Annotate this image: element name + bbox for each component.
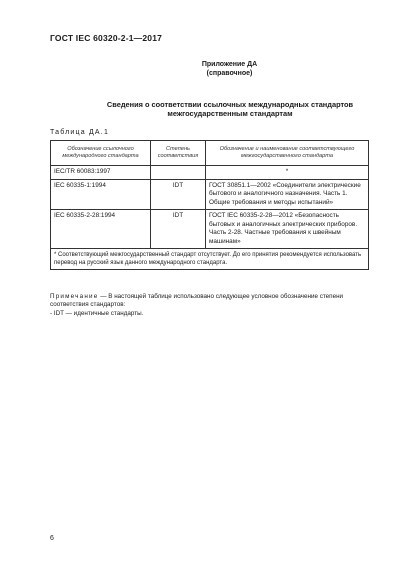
cell-national-standard: *: [206, 166, 369, 180]
section-title: [40, 100, 414, 118]
cell-national-standard: ГОСТ 30851.1—2002 «Соединители электрические бытового и аналогичного назначения. Часть 1. Общие требования и методы испытаний»: [206, 179, 369, 210]
header-national-standard: Обозначение и наименование соответствующего межгосударственного стандарта: [206, 141, 369, 166]
document-id: ГОСТ IEC 60320-2-1—2017: [50, 33, 163, 43]
header-degree: Степень соответствия: [151, 141, 206, 166]
table-footnote-row: [51, 249, 369, 270]
annex-title: Приложение ДА: [201, 61, 258, 68]
section-title-line-1: Сведения о соответствии ссылочных международных стандартов: [106, 100, 354, 109]
table-caption: Таблица ДА.1: [50, 129, 110, 136]
table-row: [51, 210, 369, 249]
table-footnote: * Соответствующий межгосударственный стандарт отсутствует. До его принятия рекомендуется использовать перевод на русский язык данного международного стандарта.: [51, 249, 369, 270]
table-row: [51, 179, 369, 210]
correspondence-table: [50, 140, 369, 270]
cell-reference-standard: IEC/TR 60083:1997: [51, 166, 151, 180]
annex-heading: [0, 60, 414, 78]
header-reference-standard: Обозначение ссылочного международного стандарта: [51, 141, 151, 166]
cell-reference-standard: IEC 60335-1:1994: [51, 179, 151, 210]
table-row: [51, 166, 369, 180]
cell-degree: IDT: [151, 210, 206, 249]
cell-national-standard: ГОСТ IEC 60335-2-28—2012 «Безопасность бытовых и аналогичных электрических приборов. Часть 2-28. Частные требования к швейным машинам»: [206, 210, 369, 249]
note-line: [50, 293, 368, 310]
cell-degree: [151, 166, 206, 180]
cell-reference-standard: IEC 60335-2-28:1994: [51, 210, 151, 249]
section-title-line-2: межгосударственным стандартам: [167, 109, 293, 118]
table-note: [50, 293, 368, 318]
table-header-row: [51, 141, 369, 166]
note-label: Примечание: [50, 293, 99, 300]
note-item: - IDT — идентичные стандарты.: [50, 309, 144, 317]
note-text: — В настоящей таблице использовано следующее условное обозначение степени соответствия стандартов:: [50, 293, 344, 309]
page-number: 6: [50, 535, 54, 542]
annex-subtitle: (справочное): [206, 70, 253, 77]
cell-degree: IDT: [151, 179, 206, 210]
